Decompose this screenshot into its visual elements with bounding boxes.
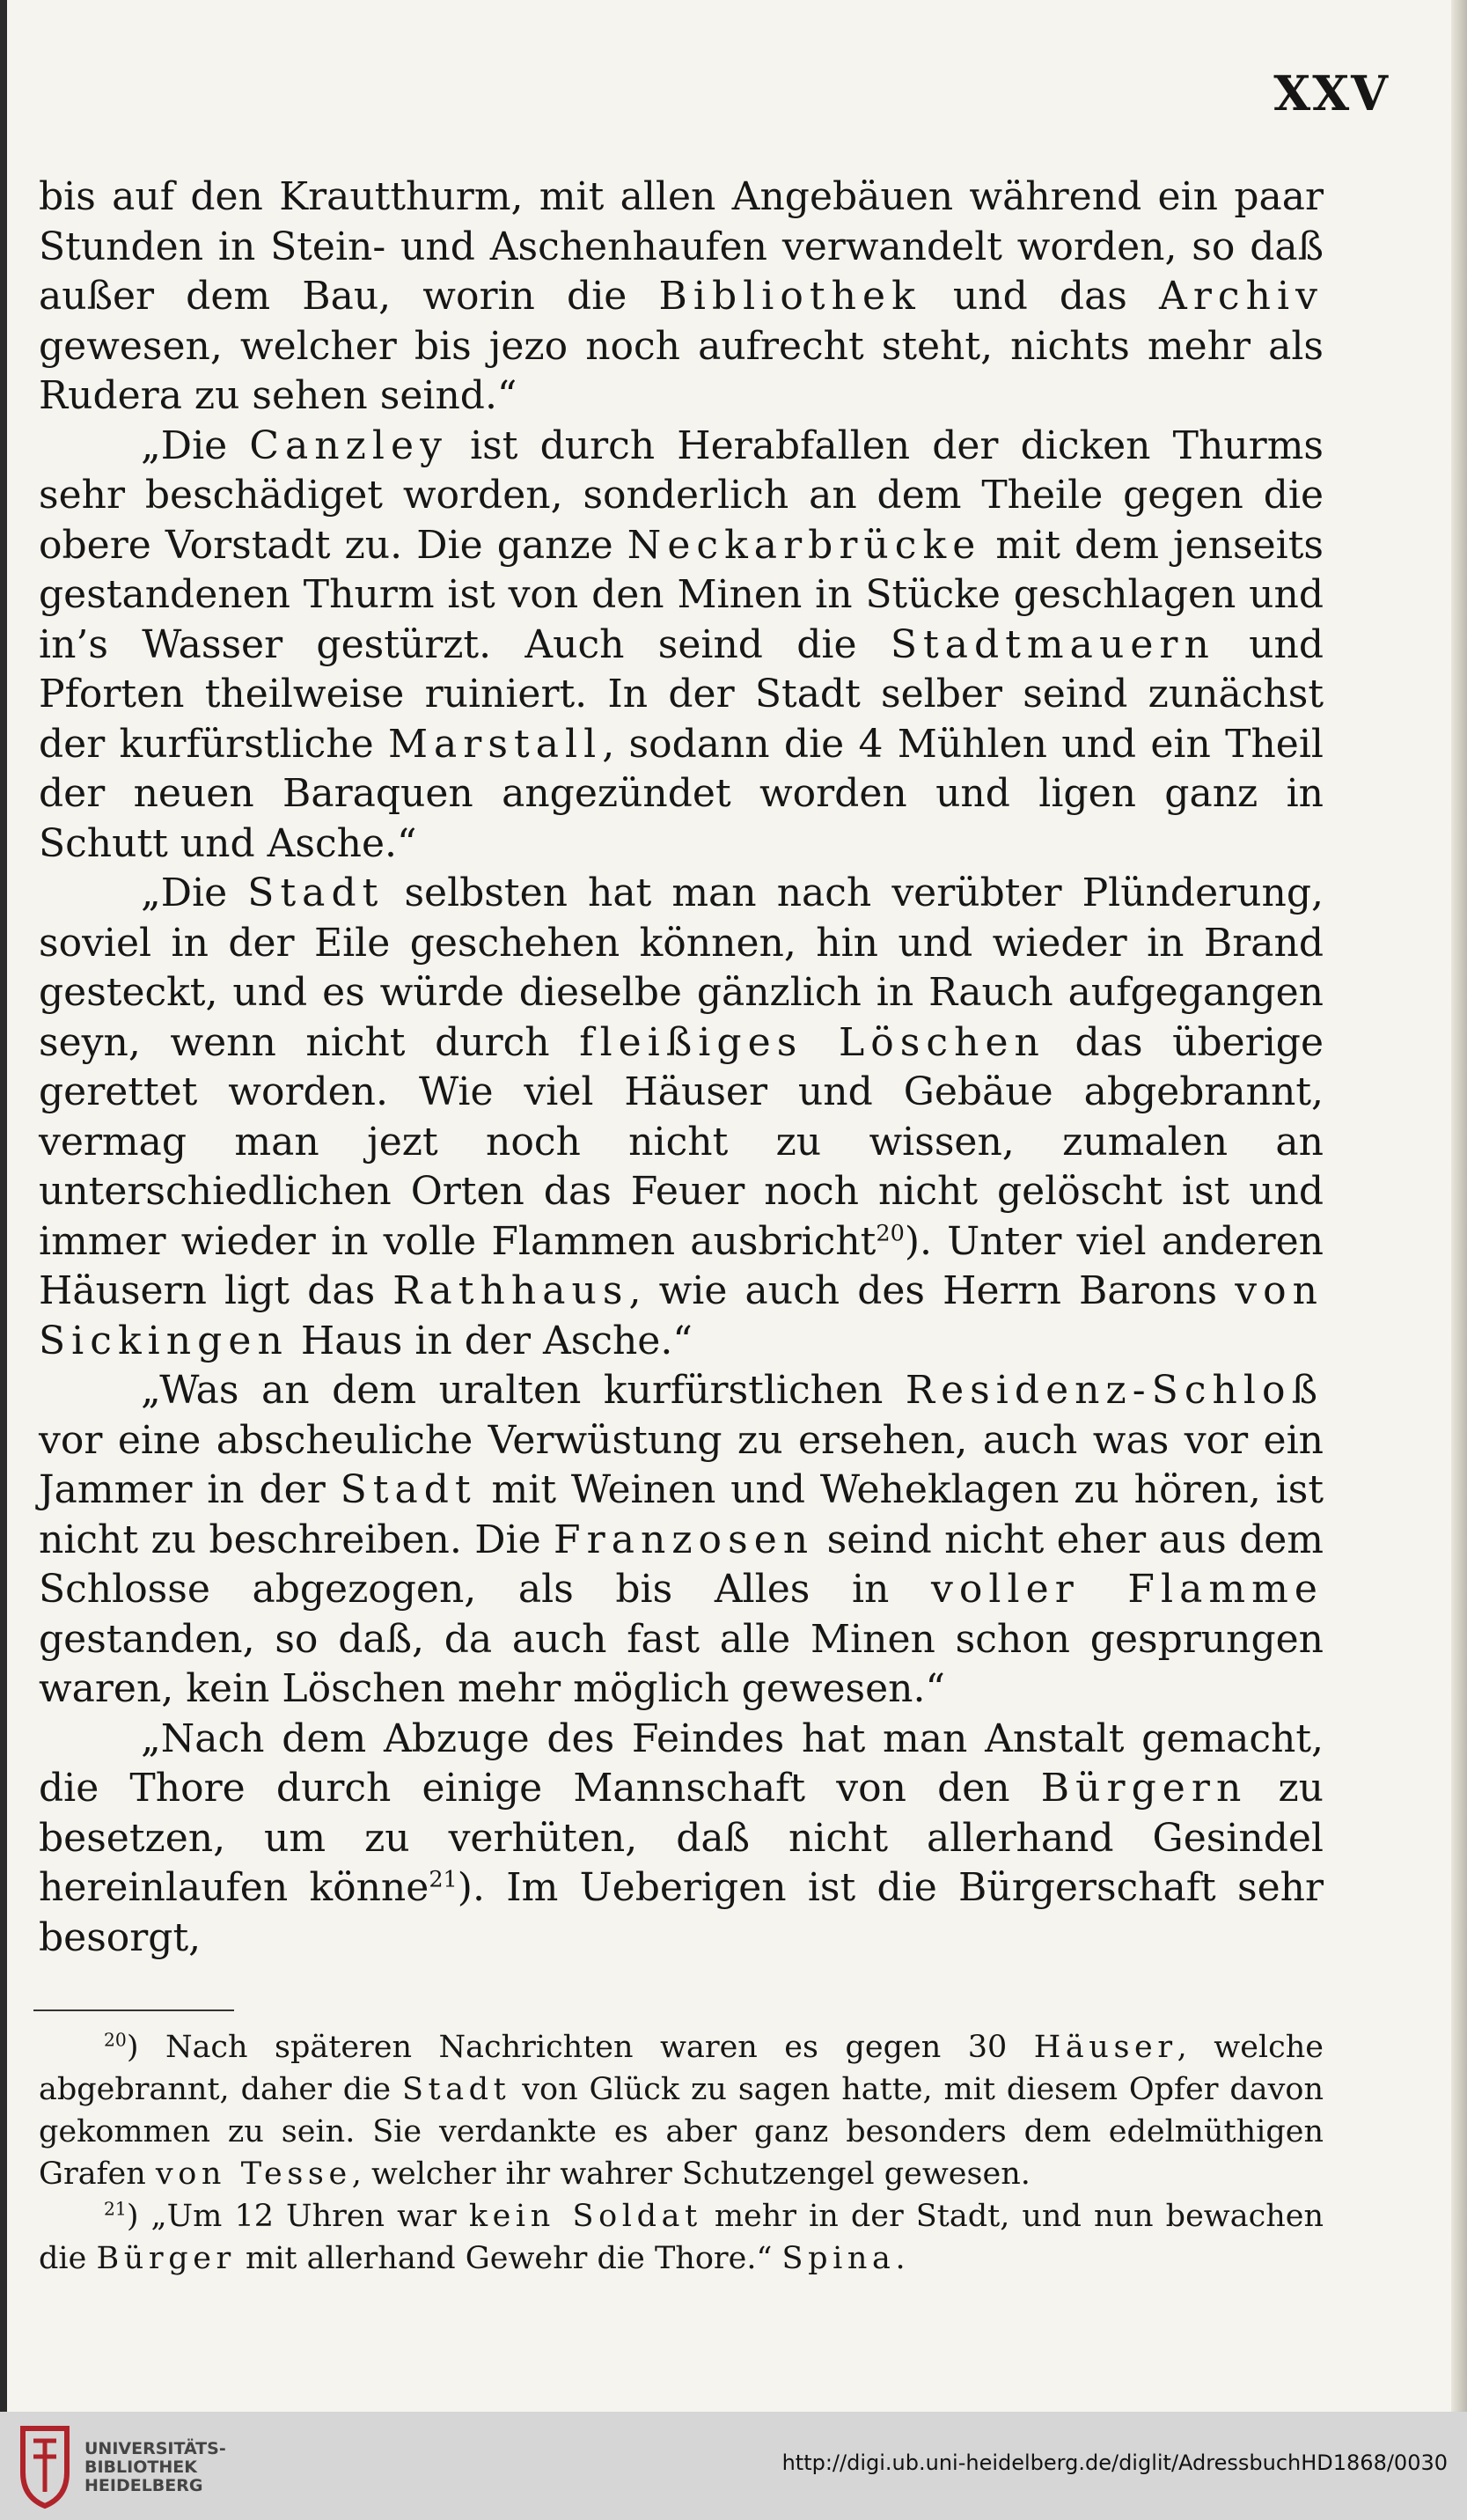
footnote-21: $^{21}$) „Um 12 Uhren war kein Soldat mehr in der Stadt, und nun bewachen die Bürger mit allerhand Gewehr die Thore.“ Spina. (39, 2198, 1324, 2276)
page-binding-edge (0, 0, 7, 2412)
paragraph: bis auf den Krautthurm, mit allen Angebäuen während ein paar Stunden in Stein- und Aschenhaufen verwandelt worden, so daß außer dem Bau, worin die Bibliothek und das Archiv gewesen, welcher bis jezo noch aufrecht steht, nichts mehr als Rudera zu sehen seind.“ (39, 174, 1324, 418)
page-number: XXV (1273, 65, 1390, 121)
source-url-link[interactable]: http://digi.ub.uni-heidelberg.de/diglit/AdressbuchHD1868/0030 (781, 2450, 1448, 2475)
page-outer-edge (1451, 0, 1467, 2412)
footnote-ref-20: 20 (876, 1219, 905, 1246)
footnote-divider (33, 2009, 234, 2011)
university-seal-icon (14, 2421, 76, 2509)
paragraph: „Was an dem uralten kurfürstlichen Residenz-Schloß vor eine abscheuliche Verwüstung zu ersehen, auch was vor ein Jammer in der Stadt mit Weinen und Weheklagen zu hören, ist nicht zu beschreiben. Die Franzosen seind nicht eher aus dem Schlosse abgezogen, als bis Alles in voller Flamme gestanden, so daß, da auch fast alle Minen schon gesprungen waren, kein Löschen mehr möglich gewesen.“ (39, 1368, 1324, 1711)
footnote-ref-21: 21 (429, 1866, 458, 1893)
main-text (39, 173, 1324, 1963)
paragraph: „Nach dem Abzuge des Feindes hat man Anstalt gemacht, die Thore durch einige Mannschaft von den Bürgern zu besetzen, um zu verhüten, daß nicht allerhand Gesindel hereinlaufen könne$^{21}$). Im Ueberigen ist die Bürgerschaft sehr besorgt, (39, 1716, 1324, 1960)
footnote-20: $^{20}$) Nach späteren Nachrichten waren es gegen 30 Häuser, welche abgebrannt, daher die Stadt von Glück zu sagen hatte, mit diesem Opfer davon gekommen zu sein. Sie verdankte es aber ganz besonders dem edelmüthigen Grafen von Tesse, welcher ihr wahrer Schutzengel gewesen. (39, 2029, 1324, 2192)
paragraph: „Die Canzley ist durch Herabfallen der dicken Thurms sehr beschädiget worden, sonderlich an dem Theile gegen die obere Vorstadt zu. Die ganze Neckarbrücke mit dem jenseits gestandenen Thurm ist von den Minen in Stücke geschlagen und in’s Wasser gestürzt. Auch seind die Stadtmauern und Pforten theilweise ruiniert. In der Stadt selber seind zunächst der kurfürstliche Marstall, sodann die 4 Mühlen und ein Theil der neuen Baraquen angezündet worden und ligen ganz in Schutt und Asche.“ (39, 422, 1324, 866)
footnotes (39, 2026, 1324, 2280)
library-name: UNIVERSITÄTS- BIBLIOTHEK HEIDELBERG (84, 2439, 226, 2495)
paragraph: „Die Stadt selbsten hat man nach verübter Plünderung, soviel in der Eile geschehen können, hin und wieder in Brand gesteckt, und es würde dieselbe gänzlich in Rauch aufgegangen seyn, wenn nicht durch fleißiges Löschen das überige gerettet worden. Wie viel Häuser und Gebäue abgebrannt, vermag man jezt noch nicht zu wissen, zumalen an unterschiedlichen Orten das Feuer noch nicht gelöscht ist und immer wieder in volle Flammen ausbricht$^{20}$). Unter viel anderen Häusern ligt das Rathhaus, wie auch des Herrn Barons von Sickingen Haus in der Asche.“ (39, 871, 1324, 1363)
